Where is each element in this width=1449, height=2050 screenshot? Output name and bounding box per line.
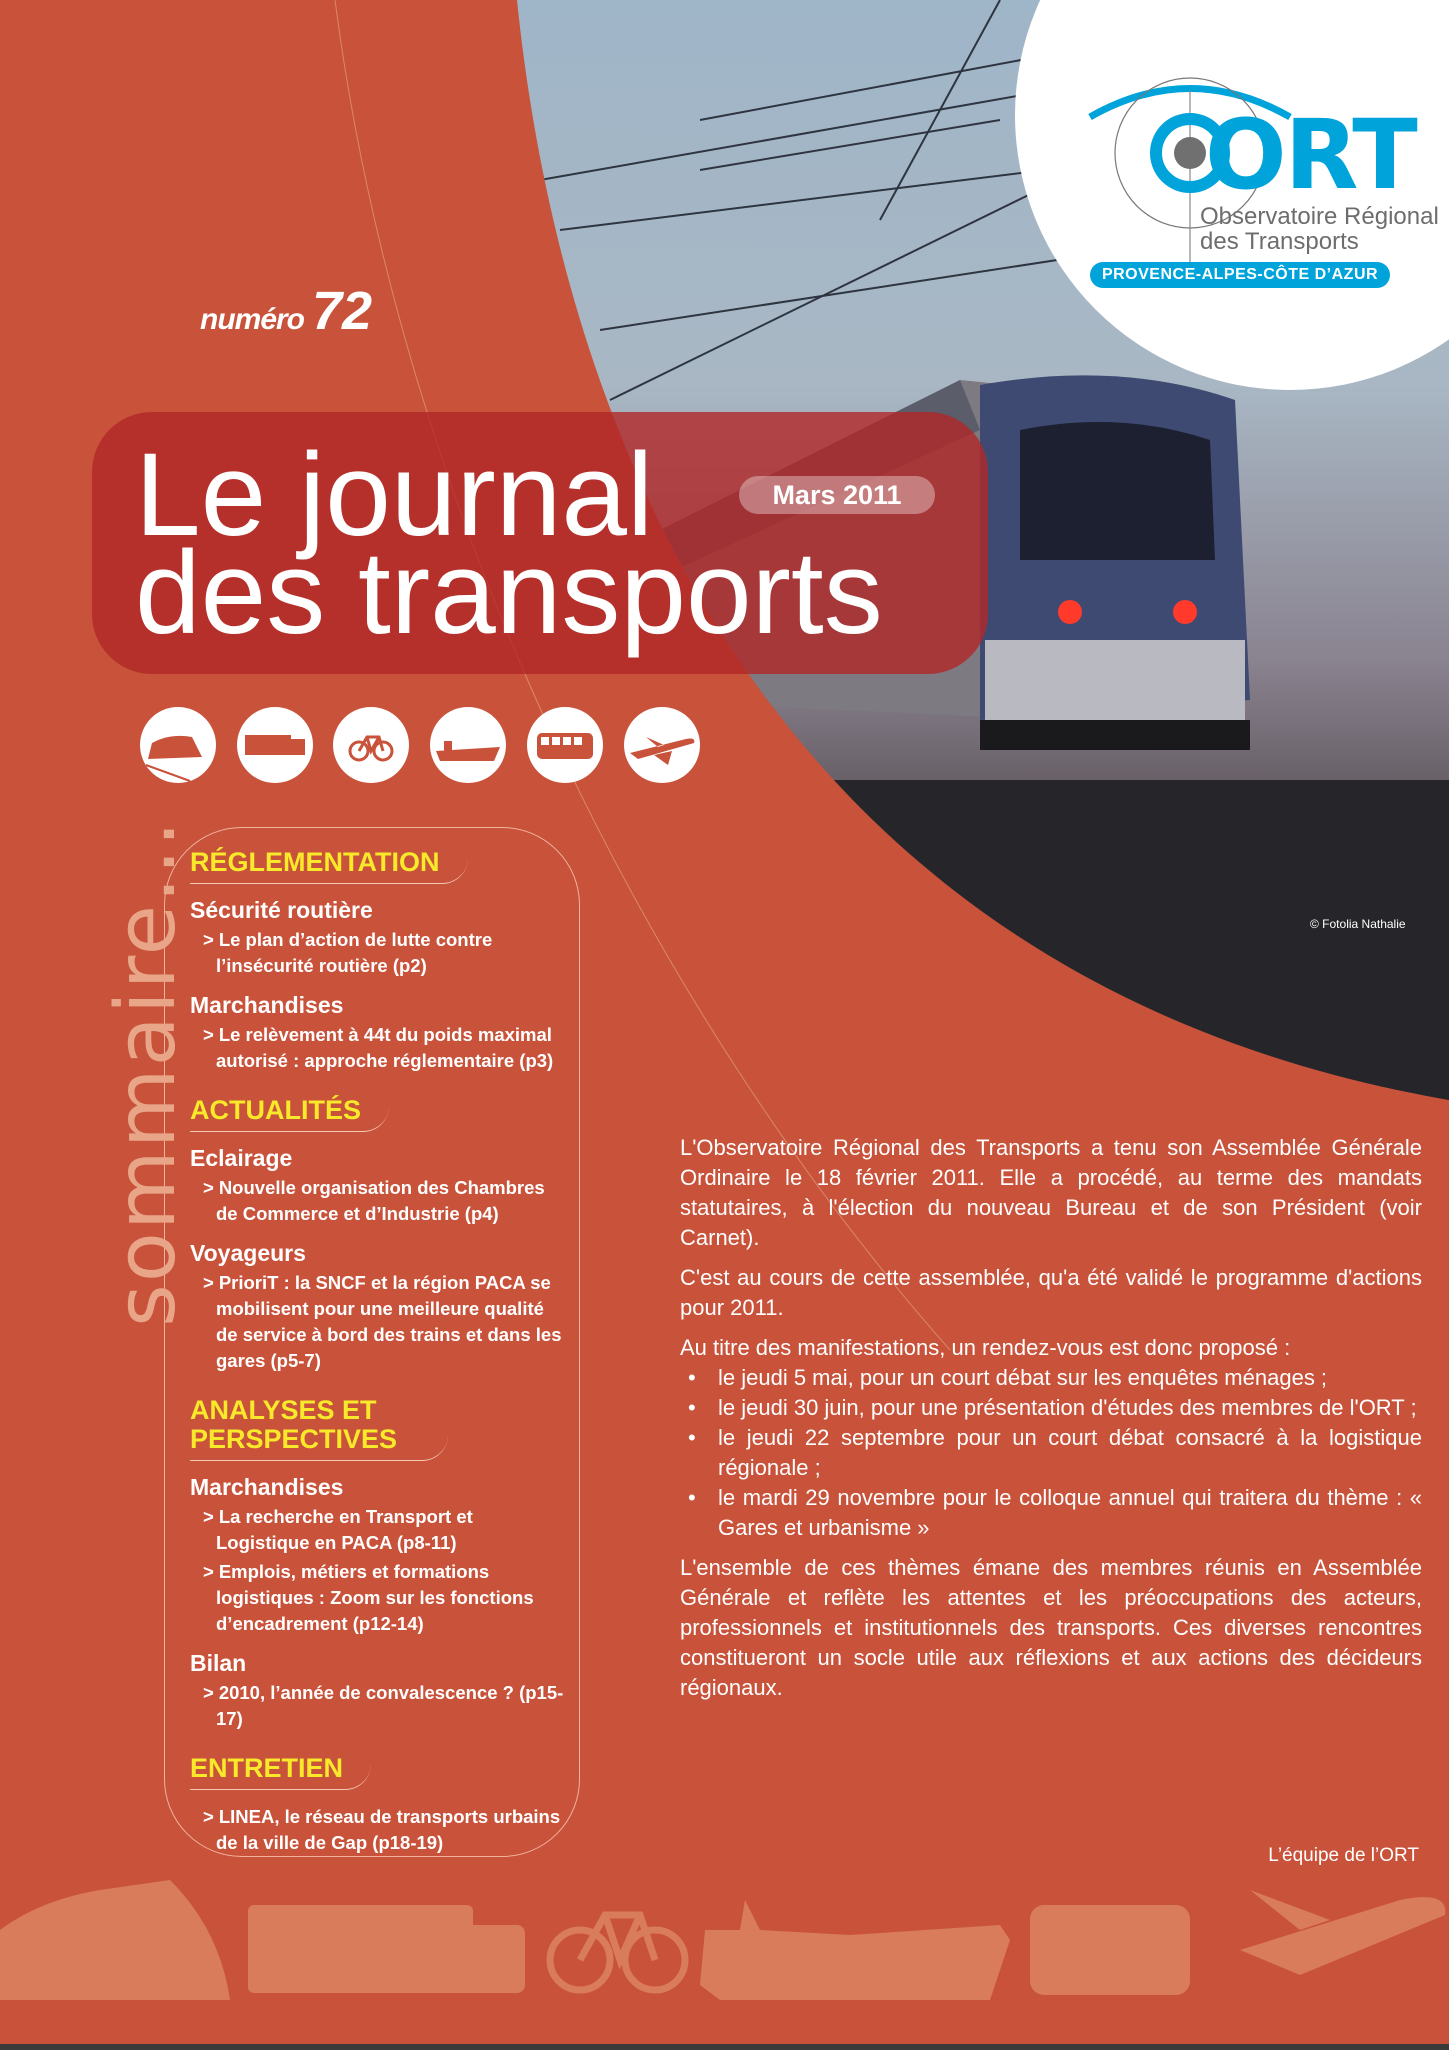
sommaire-label: sommaire...	[99, 818, 194, 1327]
logo-name-line2: des Transports	[1200, 228, 1359, 255]
toc-item[interactable]	[190, 1022, 570, 1074]
toc-section	[190, 1074, 570, 1374]
toc-subsection-title: Voyageurs	[190, 1240, 306, 1266]
editorial-paragraph: C'est au cours de cette assemblée, qu'a été validé le programme d'actions pour 2011.	[680, 1265, 1422, 1320]
bus-silhouette-icon	[1030, 1905, 1190, 1995]
toc-section	[190, 848, 570, 1074]
toc-item[interactable]	[190, 927, 570, 979]
logo-acronym: ORT	[1205, 99, 1416, 211]
toc-item[interactable]	[190, 1559, 570, 1637]
truck-icon	[237, 707, 313, 783]
editorial-paragraph: L'Observatoire Régional des Transports a tenu son Assemblée Générale Ordinaire le 18 février 2011. Elle a procédé, au terme des mandats statutaires, à l'élection du nouveau Bureau et de son Président (voir Carnet).	[680, 1135, 1422, 1250]
toc-section-title: ACTUALITÉS	[190, 1096, 389, 1132]
logo-region-badge: PROVENCE-ALPES-CÔTE D’AZUR	[1090, 262, 1390, 288]
logo-name	[1200, 204, 1439, 254]
bottom-strip	[0, 2044, 1449, 2050]
editorial	[680, 1133, 1422, 1713]
toc-section-title: ANALYSES ET PERSPECTIVES	[190, 1396, 448, 1461]
plane-silhouette-icon	[1240, 1890, 1445, 1975]
plane-icon	[624, 707, 700, 783]
chevron-right-icon: >	[203, 1806, 214, 1827]
toc-subsection-title: Marchandises	[190, 992, 344, 1018]
chevron-right-icon: >	[203, 1682, 214, 1703]
chevron-right-icon: >	[203, 1506, 214, 1527]
chevron-right-icon: >	[203, 1272, 214, 1293]
toc-section	[190, 1374, 570, 1732]
logo-name-line1: Observatoire Régional	[1200, 203, 1439, 230]
issue-label: numéro	[200, 303, 305, 336]
toc-section-title: ENTRETIEN	[190, 1754, 371, 1790]
toc-item-text: 2010, l’année de convalescence ? (p15-17)	[216, 1682, 564, 1729]
toc-section	[190, 1732, 570, 1856]
issue-number	[200, 280, 372, 342]
table-of-contents	[190, 848, 570, 1856]
toc-item-text: Emplois, métiers et formations logistiques : Zoom sur les fonctions d’encadrement (p12-14)	[216, 1561, 534, 1634]
bus-icon	[527, 707, 603, 783]
title-line1: Le journal	[135, 429, 654, 561]
toc-item[interactable]	[190, 1680, 570, 1732]
transport-silhouettes	[0, 1880, 1445, 2000]
toc-item[interactable]	[190, 1270, 570, 1374]
train-icon	[140, 707, 216, 783]
toc-item-text: La recherche en Transport et Logistique en PACA (p8-11)	[216, 1506, 473, 1553]
toc-item-text: Le plan d’action de lutte contre l’insécurité routière (p2)	[216, 929, 493, 976]
issue-date: Mars 2011	[739, 476, 935, 514]
toc-subsection-title: Bilan	[190, 1650, 247, 1676]
editorial-paragraph: Au titre des manifestations, un rendez-vous est donc proposé :	[680, 1335, 1291, 1360]
toc-item-text: Le relèvement à 44t du poids maximal autorisé : approche réglementaire (p3)	[216, 1024, 554, 1071]
toc-item[interactable]	[190, 1175, 570, 1227]
field	[540, 780, 1449, 1110]
toc-section-title: RÉGLEMENTATION	[190, 848, 468, 884]
event-item: • le mardi 29 novembre pour le colloque annuel qui traitera du thème : « Gares et urbanisme »	[718, 1483, 1422, 1543]
chevron-right-icon: >	[203, 929, 214, 950]
event-item: • le jeudi 5 mai, pour un court débat sur les enquêtes ménages ;	[718, 1363, 1422, 1393]
toc-item-text: LINEA, le réseau de transports urbains de la ville de Gap (p18-19)	[216, 1806, 561, 1853]
issue-value: 72	[312, 281, 373, 341]
train-silhouette-icon	[0, 1880, 230, 2000]
event-item: • le jeudi 30 juin, pour une présentation d'études des membres de l'ORT ;	[718, 1393, 1422, 1423]
toc-subsection-title: Eclairage	[190, 1145, 293, 1171]
toc-item-text: Nouvelle organisation des Chambres de Commerce et d’Industrie (p4)	[216, 1177, 545, 1224]
toc-item-text: PrioriT : la SNCF et la région PACA se mobilisent pour une meilleure qualité de service à bord des trains et dans les gares (p5-7)	[216, 1272, 562, 1371]
ship-silhouette-icon	[700, 1900, 1010, 2000]
title-line2: des transports	[135, 527, 883, 659]
toc-subsection-title: Marchandises	[190, 1474, 344, 1500]
event-item: • le jeudi 22 septembre pour un court débat consacré à la logistique régionale ;	[718, 1423, 1422, 1483]
chevron-right-icon: >	[203, 1561, 214, 1582]
toc-item[interactable]	[190, 1504, 570, 1556]
chevron-right-icon: >	[203, 1177, 214, 1198]
toc-subsection-title: Sécurité routière	[190, 897, 373, 923]
event-list	[680, 1363, 1422, 1543]
bicycle-icon	[333, 707, 409, 783]
toc-item[interactable]	[190, 1804, 570, 1856]
ship-icon	[430, 707, 506, 783]
editorial-paragraph: L'ensemble de ces thèmes émane des membres réunis en Assemblée Générale et reflète les attentes et les préoccupations des acteurs, professionnels et institutionnels des transports. Ces diverses rencontres constitueront un socle utile aux réflexions et aux actions des décideurs régionaux.	[680, 1555, 1422, 1700]
bicycle-silhouette-icon	[550, 1915, 685, 1990]
photo-credit: © Fotolia Nathalie	[1310, 917, 1406, 931]
chevron-right-icon: >	[203, 1024, 214, 1045]
signature: L’équipe de l’ORT	[1268, 1845, 1419, 1866]
